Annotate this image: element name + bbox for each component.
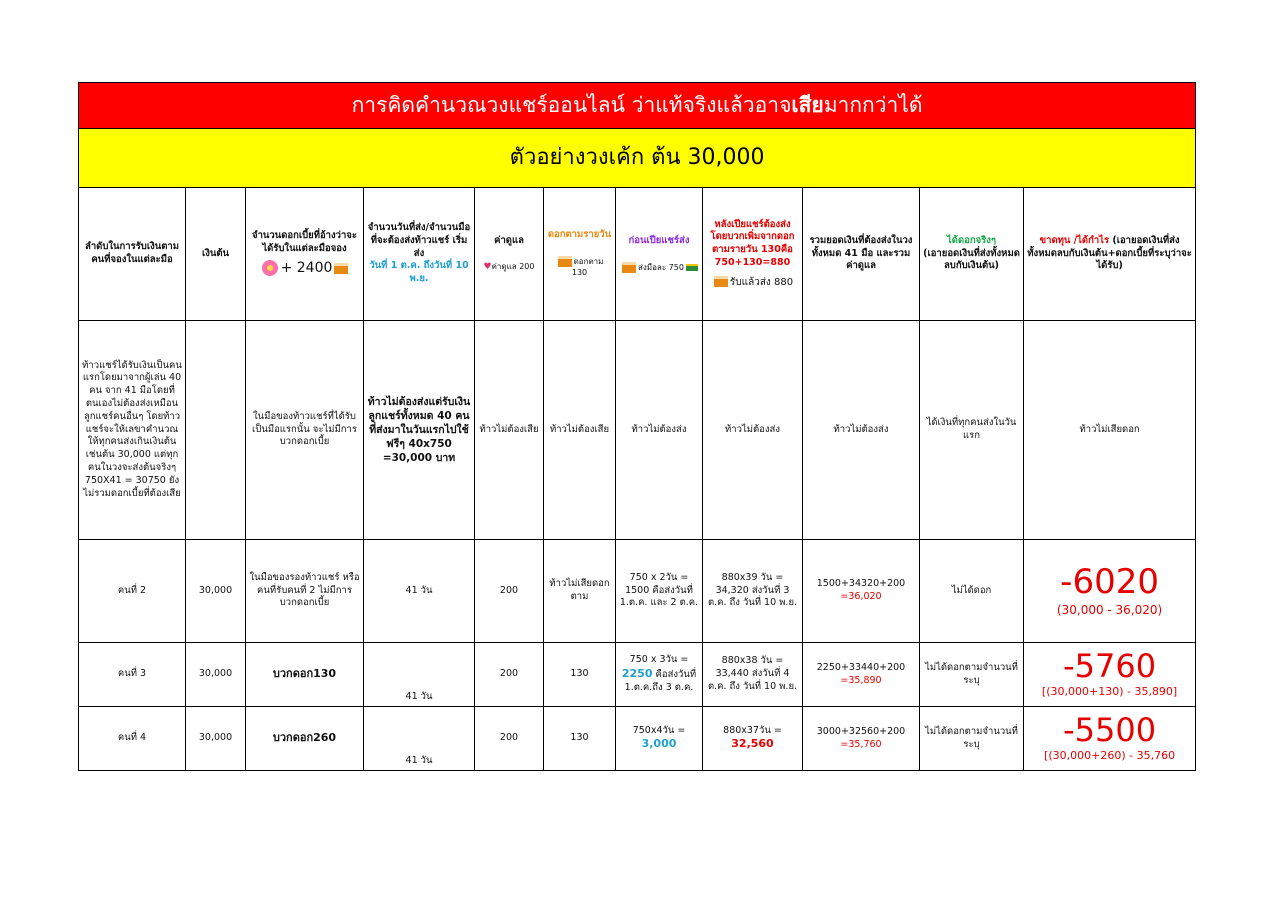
cell-daily-interest: 130 xyxy=(544,643,616,707)
table-row xyxy=(79,321,1196,540)
page-title: การคิดคำนวณวงแชร์ออนไลน์ ว่าแท้จริงแล้วอาจเสียมากกว่าได้ xyxy=(79,83,1196,129)
cell-fee: ท้าวไม่ต้องเสีย xyxy=(475,321,544,540)
cell-days-count: ท้าวไม่ต้องส่งแต่รับเงินลูกแชร์ทั้งหมด 40 คนที่ส่งมาในวันแรกไปใช้ฟรีๆ 40x750 =30,000 บาท xyxy=(364,321,475,540)
cell-after-pay: 880x39 วัน = 34,320 ส่งวันที่ 3 ต.ค. ถึง วันที่ 10 พ.ย. xyxy=(703,540,803,643)
header-daily-interest: ดอกตามรายวัน ดอกตาม 130 xyxy=(544,188,616,321)
cell-principal xyxy=(186,321,246,540)
cell-total-paid: 1500+34320+200 =36,020 xyxy=(803,540,920,643)
cell-after-pay: 880x38 วัน = 33,440 ส่งวันที่ 4 ต.ค. ถึง วันที่ 10 พ.ย. xyxy=(703,643,803,707)
cell-interest-claim: ในมือของรองท้าวแชร์ หรือคนที่รับคนที่ 2 ไม่มีการบวกดอกเบี้ย xyxy=(246,540,364,643)
header-total-paid: รวมยอดเงินที่ต้องส่งในวงทั้งหมด 41 มือ และรวมค่าดูแล xyxy=(803,188,920,321)
cell-real-interest: ไม่ได้ดอกตามจำนวนที่ระบุ xyxy=(920,643,1024,707)
header-before-pay: ก่อนเปียแชร์ส่ง ส่งมือละ 750 xyxy=(616,188,703,321)
cell-before-pay: 750x4วัน = 3,000 xyxy=(616,707,703,771)
cell-profit-loss: ท้าวไม่เสียดอก xyxy=(1024,321,1196,540)
cell-daily-interest: ท้าวไม่ต้องเสีย xyxy=(544,321,616,540)
share-calculation-table xyxy=(78,82,1196,771)
cell-before-pay: 750 x 3วัน = 2250 คือส่งวันที่ 1.ต.ค.ถึง 3 ต.ค. xyxy=(616,643,703,707)
cell-total-paid: 3000+32560+200 =35,760 xyxy=(803,707,920,771)
cell-fee: 200 xyxy=(475,707,544,771)
cell-real-interest: ได้เงินที่ทุกคนส่งในวันแรก xyxy=(920,321,1024,540)
cell-before-pay: ท้าวไม่ต้องส่ง xyxy=(616,321,703,540)
cash-icon xyxy=(686,264,698,271)
cell-days-count: 41 วัน xyxy=(364,643,475,707)
cell-interest-claim: ในมือของท้าวแชร์ที่ได้รับเป็นมือแรกนั้น จะไม่มีการบวกดอกเบี้ย xyxy=(246,321,364,540)
cell-before-pay: 750 x 2วัน = 1500 คือส่งวันที่ 1.ต.ค. และ 2 ต.ค. xyxy=(616,540,703,643)
cell-total-paid: ท้าวไม่ต้องส่ง xyxy=(803,321,920,540)
cake-icon xyxy=(714,276,728,287)
cell-fee: 200 xyxy=(475,643,544,707)
cell-order: คนที่ 2 xyxy=(79,540,186,643)
cell-after-pay: ท้าวไม่ต้องส่ง xyxy=(703,321,803,540)
header-order: ลำดับในการรับเงินตามคนที่จองในแต่ละมือ xyxy=(79,188,186,321)
cell-days-count: 41 วัน xyxy=(364,540,475,643)
cell-profit-loss: -5500 [(30,000+260) - 35,760 xyxy=(1024,707,1196,771)
cell-order: คนที่ 4 xyxy=(79,707,186,771)
cake-icon xyxy=(334,263,348,274)
header-profit-loss: ขาดทุน /ได้กำไร (เอายอดเงินที่ส่งทั้งหมดลบกับเงินต้น+ดอกเบี้ยที่ระบุว่าจะได้รับ) xyxy=(1024,188,1196,321)
table-row xyxy=(79,540,1196,643)
interest-bonus: + 2400 xyxy=(280,260,333,277)
header-after-pay: หลังเปียแชร์ต้องส่งโดยบวกเพิ่มจากดอกตามรายวัน 130คือ 750+130=880 รับแล้วส่ง 880 xyxy=(703,188,803,321)
cell-interest-claim: บวกดอก130 xyxy=(246,643,364,707)
cell-interest-claim: บวกดอก260 xyxy=(246,707,364,771)
flower-icon xyxy=(262,260,278,276)
cell-fee: 200 xyxy=(475,540,544,643)
page-subtitle: ตัวอย่างวงเค้ก ต้น 30,000 xyxy=(79,129,1196,188)
table-row xyxy=(79,707,1196,771)
header-interest-claim: จำนวนดอกเบี้ยที่อ้างว่าจะได้รับในแต่ละมือจอง + 2400 xyxy=(246,188,364,321)
cake-icon xyxy=(622,262,636,273)
header-fee: ค่าดูแล ♥ค่าดูแล 200 xyxy=(475,188,544,321)
heart-icon: ♥ xyxy=(483,262,492,273)
cell-principal: 30,000 xyxy=(186,707,246,771)
cell-daily-interest: 130 xyxy=(544,707,616,771)
cell-profit-loss: -5760 [(30,000+130) - 35,890] xyxy=(1024,643,1196,707)
cell-principal: 30,000 xyxy=(186,643,246,707)
table-row xyxy=(79,643,1196,707)
cell-profit-loss: -6020 (30,000 - 36,020) xyxy=(1024,540,1196,643)
cell-after-pay: 880x37วัน = 32,560 xyxy=(703,707,803,771)
cell-order: ท้าวแชร์ได้รับเงินเป็นคนแรกโดยมาจากผู้เล่น 40 คน จาก 41 มือโดยที่ตนเองไม่ต้องส่งเหมือนลูกแชร์คนอื่นๆ โดยท้าวแชร์จะให้เลขาคำนวณให้ทุกคนส่งเกินเงินต้น เช่นต้น 30,000 แต่ทุกคนในวงจะส่งต้นจริงๆ 750X41 = 30750 ยังไม่รวมดอกเบี้ยที่ต้องเสีย xyxy=(79,321,186,540)
cake-icon xyxy=(558,256,572,267)
cell-real-interest: ไม่ได้ดอกตามจำนวนที่ระบุ xyxy=(920,707,1024,771)
cell-days-count: 41 วัน xyxy=(364,707,475,771)
header-real-interest: ได้ดอกจริงๆ (เอายอดเงินที่ส่งทั้งหมดลบกับเงินต้น) xyxy=(920,188,1024,321)
header-days-count: จำนวนวันที่ส่ง/จำนวนมือที่จะต้องส่งท้าวแชร์ เริ่มส่ง วันที่ 1 ต.ค. ถึงวันที่ 10 พ.ย. xyxy=(364,188,475,321)
cell-total-paid: 2250+33440+200 =35,890 xyxy=(803,643,920,707)
cell-daily-interest: ท้าวไม่เสียดอกตาม xyxy=(544,540,616,643)
cell-order: คนที่ 3 xyxy=(79,643,186,707)
cell-principal: 30,000 xyxy=(186,540,246,643)
cell-real-interest: ไม่ได้ดอก xyxy=(920,540,1024,643)
header-principal: เงินต้น xyxy=(186,188,246,321)
